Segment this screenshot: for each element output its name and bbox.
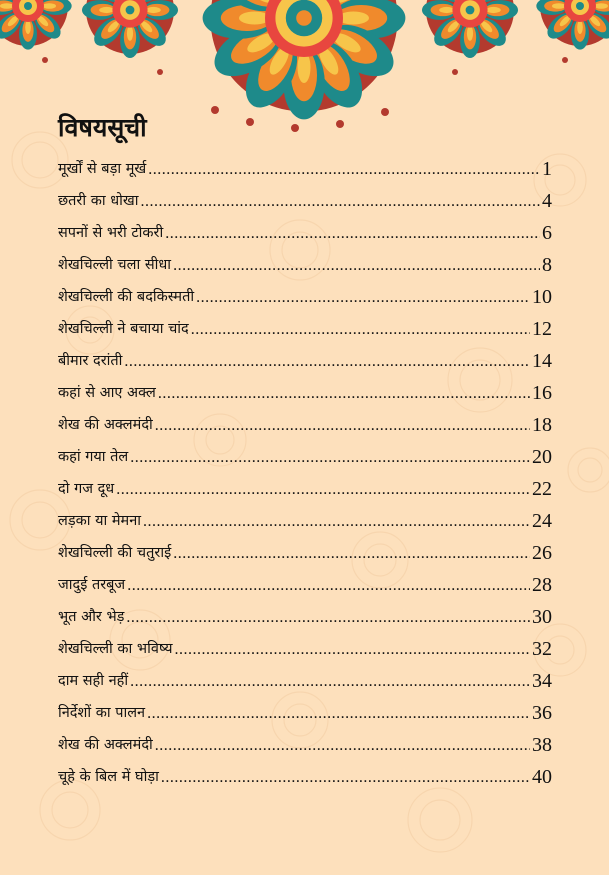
toc-entry-page-number: 10 [532, 286, 552, 308]
toc-leader-dots [141, 193, 540, 212]
toc-entry-title: शेखचिल्ली ने बचाया चांद [58, 321, 189, 337]
toc-entry-title: सपनों से भरी टोकरी [58, 225, 164, 241]
toc-entry-title: कहां से आए अक्ल [58, 385, 156, 401]
toc-leader-dots [173, 257, 540, 276]
toc-entry-page-number: 38 [532, 734, 552, 756]
toc-entry-page-number: 1 [542, 158, 552, 180]
toc-entry-title: छतरी का धोखा [58, 193, 139, 209]
toc-entry[interactable] [58, 276, 552, 308]
toc-entry[interactable] [58, 500, 552, 532]
toc-leader-dots [175, 641, 531, 660]
toc-entry-title: मूर्खों से बड़ा मूर्ख [58, 161, 147, 177]
toc-entry[interactable] [58, 692, 552, 724]
toc-entry-page-number: 20 [532, 446, 552, 468]
toc-entry-title: दाम सही नहीं [58, 673, 129, 689]
toc-entry[interactable] [58, 148, 552, 180]
toc-entry[interactable] [58, 340, 552, 372]
toc-entry-title: चूहे के बिल में घोड़ा [58, 769, 159, 785]
toc-entry[interactable] [58, 372, 552, 404]
toc-entry-title: शेख की अक्लमंदी [58, 737, 153, 753]
toc-entry[interactable] [58, 468, 552, 500]
toc-entry-title: शेख की अक्लमंदी [58, 417, 153, 433]
toc-leader-dots [161, 769, 530, 788]
toc-leader-dots [116, 481, 530, 500]
toc-entry-title: लड़का या मेमना [58, 513, 142, 529]
toc-entry-page-number: 28 [532, 574, 552, 596]
toc-entry-page-number: 6 [542, 222, 552, 244]
toc-entry-page-number: 24 [532, 510, 552, 532]
toc-leader-dots [196, 289, 530, 308]
toc-entry[interactable] [58, 596, 552, 628]
toc-leader-dots [148, 161, 540, 180]
toc-entry-title: दो गज दूध [58, 481, 115, 497]
toc-entry-title: निर्देशों का पालन [58, 705, 146, 721]
toc-entry[interactable] [58, 628, 552, 660]
toc-entry[interactable] [58, 660, 552, 692]
toc-entry-page-number: 32 [532, 638, 552, 660]
toc-leader-dots [147, 705, 530, 724]
toc-entry-title: शेखचिल्ली की बदकिस्मती [58, 289, 195, 305]
toc-entry-page-number: 22 [532, 478, 552, 500]
toc-entry-title: बीमार दरांती [58, 353, 123, 369]
toc-leader-dots [130, 673, 530, 692]
toc-entry[interactable] [58, 724, 552, 756]
toc-list [58, 148, 552, 788]
toc-entry-page-number: 18 [532, 414, 552, 436]
toc-entry-title: भूत और भेड़ [58, 609, 125, 625]
toc-entry-title: शेखचिल्ली चला सीधा [58, 257, 172, 273]
toc-entry-page-number: 16 [532, 382, 552, 404]
toc-entry[interactable] [58, 404, 552, 436]
toc-entry-page-number: 30 [532, 606, 552, 628]
toc-entry-page-number: 40 [532, 766, 552, 788]
toc-entry[interactable] [58, 308, 552, 340]
toc-entry-page-number: 26 [532, 542, 552, 564]
toc-entry-title: शेखचिल्ली की चतुराई [58, 545, 172, 561]
toc-entry-page-number: 34 [532, 670, 552, 692]
toc-entry-page-number: 36 [532, 702, 552, 724]
toc-leader-dots [155, 737, 530, 756]
toc-leader-dots [191, 321, 530, 340]
toc-entry[interactable] [58, 756, 552, 788]
toc-leader-dots [127, 577, 530, 596]
toc-entry[interactable] [58, 212, 552, 244]
toc-entry-title: जादुई तरबूज [58, 577, 126, 593]
page-title: विषयसूची [58, 113, 147, 142]
toc-entry[interactable] [58, 532, 552, 564]
toc-leader-dots [143, 513, 530, 532]
toc-entry[interactable] [58, 180, 552, 212]
toc-leader-dots [158, 385, 530, 404]
toc-leader-dots [165, 225, 540, 244]
toc-entry-page-number: 4 [542, 190, 552, 212]
toc-entry-title: कहां गया तेल [58, 449, 129, 465]
toc-leader-dots [130, 449, 530, 468]
toc-leader-dots [155, 417, 530, 436]
toc-entry-page-number: 8 [542, 254, 552, 276]
toc-entry-title: शेखचिल्ली का भविष्य [58, 641, 173, 657]
toc-entry[interactable] [58, 244, 552, 276]
toc-leader-dots [126, 609, 530, 628]
toc-entry-page-number: 12 [532, 318, 552, 340]
toc-leader-dots [173, 545, 530, 564]
toc-entry[interactable] [58, 564, 552, 596]
toc-entry-page-number: 14 [532, 350, 552, 372]
toc-leader-dots [124, 353, 530, 372]
toc-entry[interactable] [58, 436, 552, 468]
